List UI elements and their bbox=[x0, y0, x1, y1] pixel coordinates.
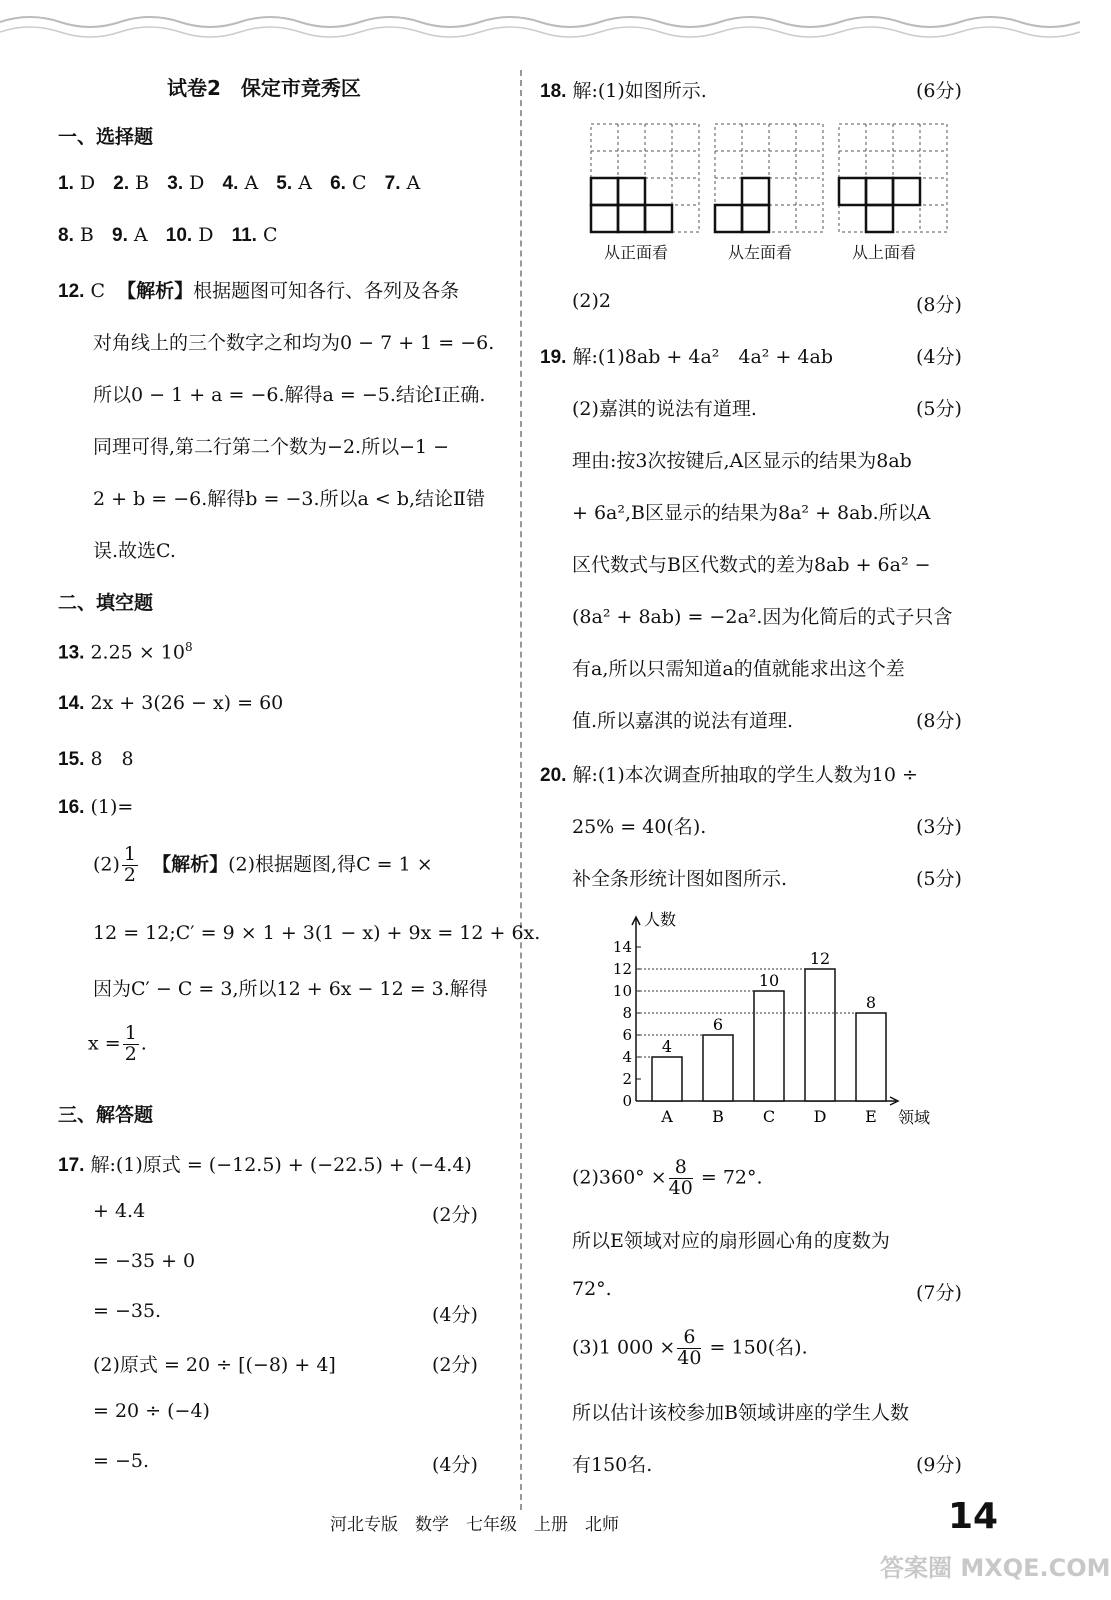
q15: 15. 8 8 bbox=[58, 748, 134, 770]
answer: B bbox=[79, 224, 94, 246]
bar-data-label: 6 bbox=[712, 1015, 724, 1034]
y-tick-label: 0 bbox=[622, 1092, 632, 1110]
x-tick-label: D bbox=[813, 1107, 827, 1126]
page-number: 14 bbox=[948, 1496, 999, 1537]
q12-line-5: 2 + b = −6.解得b = −3.所以a < b,结论Ⅱ错 bbox=[93, 488, 485, 510]
x-tick-label: C bbox=[762, 1107, 776, 1126]
q17-score-7: (4分) bbox=[432, 1454, 478, 1476]
q20-score-2: (3分) bbox=[916, 816, 962, 838]
q16-line-2: (2) $\frac{1}{2}$ 【解析】(2)根据题图,得C = 1 × bbox=[93, 843, 433, 886]
q16-line-1: 16. (1)= bbox=[58, 796, 134, 818]
bar-data-label: 10 bbox=[758, 971, 780, 990]
q17-score-2: (2分) bbox=[432, 1204, 478, 1226]
bar-data-label: 8 bbox=[865, 993, 877, 1012]
q20-line-4: (2)360° × $\frac{8}{40}$ = 72°. bbox=[572, 1156, 763, 1199]
q19-line-3: 理由:按3次按键后,A区显示的结果为8ab bbox=[572, 450, 912, 472]
q18-line-2: (2)2 bbox=[572, 290, 612, 312]
q16-line-4: 因为C′ − C = 3,所以12 + 6x − 12 = 3.解得 bbox=[93, 978, 488, 1000]
q12-line-2: 对角线上的三个数字之和均为0 − 7 + 1 = −6. bbox=[93, 332, 495, 354]
q20-line-9: 有150名. bbox=[572, 1454, 653, 1476]
bar bbox=[652, 1057, 682, 1101]
bar bbox=[703, 1035, 733, 1101]
section-heading-choice: 一、选择题 bbox=[58, 126, 154, 148]
q19-line-6: (8a² + 8ab) = −2a².因为化简后的式子只含 bbox=[572, 606, 953, 628]
q17-score-4: (4分) bbox=[432, 1304, 478, 1326]
answer: D bbox=[189, 172, 205, 194]
left-view-grid bbox=[715, 124, 823, 232]
answer: D bbox=[198, 224, 214, 246]
q17-line-2: + 4.4 bbox=[93, 1200, 146, 1222]
q20-line-6: 72°. bbox=[572, 1278, 612, 1300]
q-number: 6. bbox=[330, 173, 346, 194]
x-tick-label: E bbox=[865, 1107, 877, 1126]
section-heading-solve: 三、解答题 bbox=[58, 1104, 154, 1126]
q20-score-6: (7分) bbox=[916, 1282, 962, 1304]
q19-score-8: (8分) bbox=[916, 710, 962, 732]
q-number: 11. bbox=[231, 225, 257, 246]
q12-line-3: 所以0 − 1 + a = −6.解得a = −5.结论Ⅰ正确. bbox=[93, 384, 486, 406]
q18-score-1: (6分) bbox=[916, 80, 962, 102]
q19-line-4: + 6a²,B区显示的结果为8a² + 8ab.所以A bbox=[572, 502, 931, 524]
q18-line-1: 18. 解:(1)如图所示. bbox=[540, 80, 707, 102]
answer: A bbox=[133, 224, 148, 246]
q20-score-9: (9分) bbox=[916, 1454, 962, 1476]
q19-line-1: 19. 解:(1)8ab + 4a² 4a² + 4ab bbox=[540, 346, 834, 368]
y-tick-label: 10 bbox=[612, 982, 632, 1000]
q-number: 10. bbox=[165, 225, 193, 246]
front-view-grid bbox=[591, 124, 699, 232]
q-number: 3. bbox=[167, 173, 184, 194]
q17-score-5: (2分) bbox=[432, 1354, 478, 1376]
bar-chart bbox=[590, 905, 950, 1135]
y-tick-label: 12 bbox=[612, 960, 632, 978]
y-axis-label: 人数 bbox=[644, 910, 677, 929]
x-axis-label: 领域 bbox=[898, 1108, 931, 1127]
q19-line-7: 有a,所以只需知道a的值就能求出这个差 bbox=[572, 658, 905, 680]
q18-score-2: (8分) bbox=[916, 294, 962, 316]
answer: B bbox=[135, 172, 150, 194]
top-view-grid bbox=[839, 124, 947, 232]
answer: C bbox=[351, 172, 367, 194]
y-tick-label: 14 bbox=[612, 938, 632, 956]
y-tick-label: 6 bbox=[622, 1026, 632, 1044]
view-label-top: 从上面看 bbox=[852, 243, 917, 262]
fraction: $\frac{8}{40}$ bbox=[668, 1156, 693, 1199]
q-number: 9. bbox=[112, 225, 128, 246]
fraction: $\frac{1}{2}$ bbox=[123, 843, 137, 886]
q17-line-5: (2)原式 = 20 ÷ [(−8) + 4] bbox=[93, 1354, 336, 1376]
y-tick-label: 2 bbox=[622, 1070, 632, 1088]
q17-line-7: = −5. bbox=[93, 1450, 150, 1472]
bar bbox=[856, 1013, 886, 1101]
watermark: 答案圈 MXQE.COM bbox=[880, 1554, 1111, 1582]
q19-line-8: 值.所以嘉淇的说法有道理. bbox=[572, 710, 794, 732]
q16-line-5: x = $\frac{1}{2}$ . bbox=[88, 1022, 147, 1065]
bar bbox=[754, 991, 784, 1101]
footer-text: 河北专版 数学 七年级 上册 北师 bbox=[330, 1515, 619, 1535]
y-tick-label: 8 bbox=[622, 1004, 632, 1022]
answer: A bbox=[298, 172, 312, 194]
section-heading-fill: 二、填空题 bbox=[58, 592, 154, 614]
view-label-front: 从正面看 bbox=[604, 243, 669, 262]
q-number: 2. bbox=[113, 173, 130, 194]
q20-line-2: 25% = 40(名). bbox=[572, 816, 707, 838]
q17-line-3: = −35 + 0 bbox=[93, 1250, 196, 1272]
y-tick-label: 4 bbox=[622, 1048, 632, 1066]
bar-data-label: 4 bbox=[661, 1037, 673, 1056]
q-number: 5. bbox=[276, 173, 293, 194]
q-number: 1. bbox=[58, 173, 74, 194]
q20-line-8: 所以估计该校参加B领域讲座的学生人数 bbox=[572, 1402, 909, 1424]
q19-line-2: (2)嘉淇的说法有道理. bbox=[572, 398, 757, 420]
answer: A bbox=[406, 172, 421, 194]
q-number: 4. bbox=[222, 173, 239, 194]
q17-line-1: 17. 解:(1)原式 = (−12.5) + (−22.5) + (−4.4) bbox=[58, 1154, 472, 1176]
mc-row-2 bbox=[58, 224, 278, 247]
q20-line-3: 补全条形统计图如图所示. bbox=[572, 868, 788, 890]
answer: D bbox=[79, 172, 96, 194]
column-divider bbox=[520, 70, 522, 1510]
q17-line-6: = 20 ÷ (−4) bbox=[93, 1400, 210, 1422]
q19-score-1: (4分) bbox=[916, 346, 962, 368]
q13: 13. $2.25 \times 10^8$ bbox=[58, 640, 193, 664]
view-label-left: 从左面看 bbox=[728, 243, 793, 262]
q14: 14. 2x + 3(26 − x) = 60 bbox=[58, 692, 284, 714]
q-number: 7. bbox=[384, 173, 401, 194]
q20-score-3: (5分) bbox=[916, 868, 962, 890]
q17-line-4: = −35. bbox=[93, 1300, 162, 1322]
bar bbox=[805, 969, 835, 1101]
fraction: $\frac{1}{2}$ bbox=[124, 1022, 137, 1065]
x-tick-label: B bbox=[712, 1107, 724, 1126]
q20-line-5: 所以E领域对应的扇形圆心角的度数为 bbox=[572, 1230, 890, 1252]
page-title: 试卷2 保定市竞秀区 bbox=[167, 76, 361, 100]
q12-line-6: 误.故选C. bbox=[93, 540, 176, 562]
q20-line-1: 20. 解:(1)本次调查所抽取的学生人数为10 ÷ bbox=[540, 764, 918, 786]
q19-line-5: 区代数式与B区代数式的差为8ab + 6a² − bbox=[572, 554, 931, 576]
answer: A bbox=[244, 172, 259, 194]
fraction: $\frac{6}{40}$ bbox=[677, 1326, 702, 1369]
q12-line-1: 12. C 【解析】根据题图可知各行、各列及各条 bbox=[58, 280, 460, 302]
mc-row-1 bbox=[58, 172, 420, 195]
answer: C bbox=[263, 224, 278, 246]
q16-line-3: 12 = 12;C′ = 9 × 1 + 3(1 − x) + 9x = 12 + 6x. bbox=[93, 922, 541, 944]
x-tick-label: A bbox=[661, 1107, 673, 1126]
header-decoration bbox=[0, 0, 1073, 50]
q20-line-7: (3)1 000 × $\frac{6}{40}$ = 150(名). bbox=[572, 1326, 808, 1369]
q12-line-4: 同理可得,第二行第二个数为−2.所以−1 − bbox=[93, 436, 450, 458]
bar-data-label: 12 bbox=[809, 949, 831, 968]
q-number: 8. bbox=[58, 225, 74, 246]
q19-score-2: (5分) bbox=[916, 398, 962, 420]
